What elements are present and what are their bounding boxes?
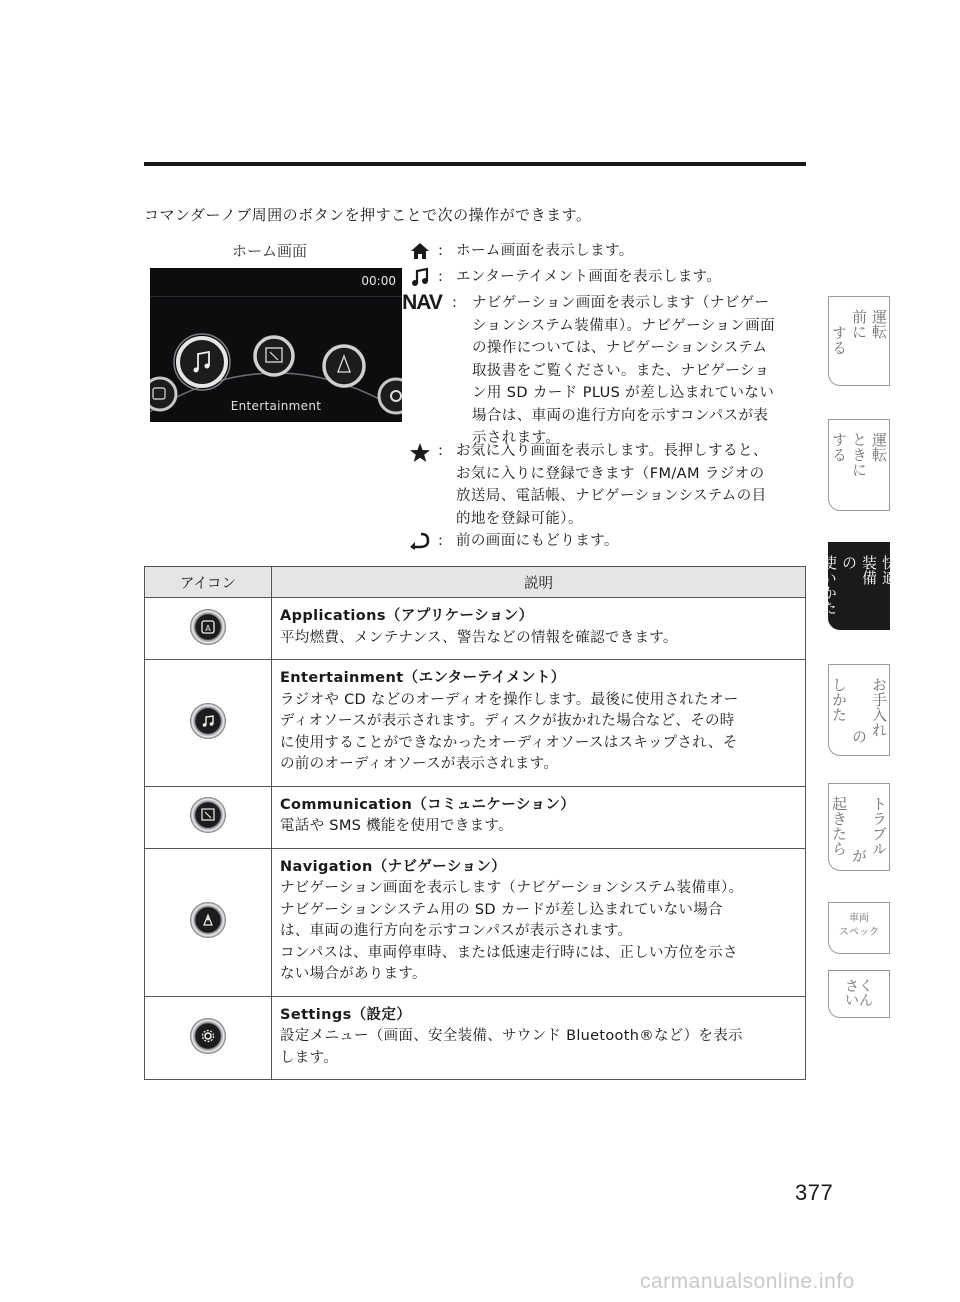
side-tab-index[interactable]: さく いん — [828, 970, 890, 1018]
icon-description-table — [144, 566, 806, 1080]
table-row — [145, 660, 806, 787]
side-tab-comfort-features[interactable]: 快適 装備 の 使いかた — [828, 542, 890, 630]
watermark: carmanualsonline.info — [640, 1270, 855, 1293]
row-body: 平均燃費、メンテナンス、警告などの情報を確認できます。 — [280, 629, 678, 646]
nav-icon: NAV — [402, 290, 442, 314]
page-number: 377 — [795, 1180, 834, 1205]
row-title: Entertainment（エンターテイメント） — [280, 670, 566, 686]
legend-text: エンターテイメント画面を表示します。 — [456, 269, 722, 285]
row-body: ラジオや CD などのオーディオを操作します。最後に使用されたオー ディオソースが表示されます。ディスクが抜かれた場合など、その時 に使用することができなかったオーディオソースはスキップされ、そ の前のオーディオソースが表示されます。 — [280, 691, 739, 772]
row-title: Navigation（ナビゲーション） — [280, 858, 507, 875]
entertainment-label: Entertainment — [230, 399, 322, 413]
header-description: 説明 — [272, 567, 806, 598]
settings-gear-icon — [190, 1018, 226, 1054]
table-row — [145, 786, 806, 848]
legend-text: ホーム画面を表示します。 — [456, 243, 634, 259]
music-note-icon — [408, 266, 432, 288]
clock: 00:00 — [361, 274, 396, 288]
table-row — [145, 598, 806, 660]
side-tab-maintenance[interactable]: お手入れ の しかた — [828, 664, 890, 756]
star-icon — [408, 442, 432, 464]
row-body: 電話や SMS 機能を使用できます。 — [280, 818, 513, 834]
table-row — [145, 848, 806, 996]
home-screen-image — [150, 268, 402, 422]
intro-text: コマンダーノブ周囲のボタンを押すことで次の操作ができます。 — [144, 206, 592, 224]
home-icon — [408, 240, 432, 262]
communication-knob — [255, 337, 293, 375]
row-title: Settings（設定） — [280, 1006, 412, 1023]
table-row — [145, 996, 806, 1080]
side-tab-when-driving[interactable]: 運転 ときに する — [828, 419, 890, 511]
entertainment-knob — [174, 334, 230, 390]
legend-text: お気に入り画面を表示します。長押しすると、 お気に入りに登録できます（FM/AM ラジオの 放送局、電話帳、ナビゲーションシステムの目 的地を登録可能）。 — [456, 443, 768, 527]
svg-text:A: A — [205, 623, 211, 633]
row-body: 設定メニュー（画面、安全装備、サウンド Bluetooth®など）を表示 します。 — [280, 1028, 743, 1066]
applications-icon — [190, 609, 226, 645]
legend-text: ナビゲーション画面を表示します（ナビゲー ションシステム装備車）。ナビゲーション画面 の操作については、ナビゲーションシステム 取扱書をご覧ください。また、ナビゲーショ ン用 SD カード PLUS が差し込まれていない 場合は、車両の進行方向を示すコンパスが表 示されます。 — [472, 295, 775, 446]
top-rule — [144, 162, 806, 166]
side-tab-before-driving[interactable]: 運転 前に する — [828, 296, 890, 386]
header-icon: アイコン — [145, 567, 272, 598]
row-title: Communication（コミュニケーション） — [280, 796, 576, 813]
music-note-icon — [190, 703, 226, 739]
row-title: Applications（アプリケーション） — [280, 608, 534, 624]
side-tab-troubleshooting[interactable]: トラブル が 起きたら — [828, 783, 890, 871]
communication-icon — [190, 797, 226, 833]
row-body: ナビゲーション画面を表示します（ナビゲーションシステム装備車）。 ナビゲーションシステム用の SD カードが差し込まれていない場合 は、車両の進行方向を示すコンパスが表示されます。 コンパスは、車両停車時、または低速走行時には、正しい方位を示さ ない場合があります。 — [280, 880, 744, 982]
navigation-icon — [190, 902, 226, 938]
side-tab-specifications[interactable]: 車両 スペック — [828, 902, 890, 954]
navigation-knob — [324, 346, 364, 386]
home-screen-label: ホーム画面 — [232, 242, 308, 260]
back-arrow-icon — [408, 530, 432, 552]
legend-text: 前の画面にもどります。 — [456, 533, 619, 549]
